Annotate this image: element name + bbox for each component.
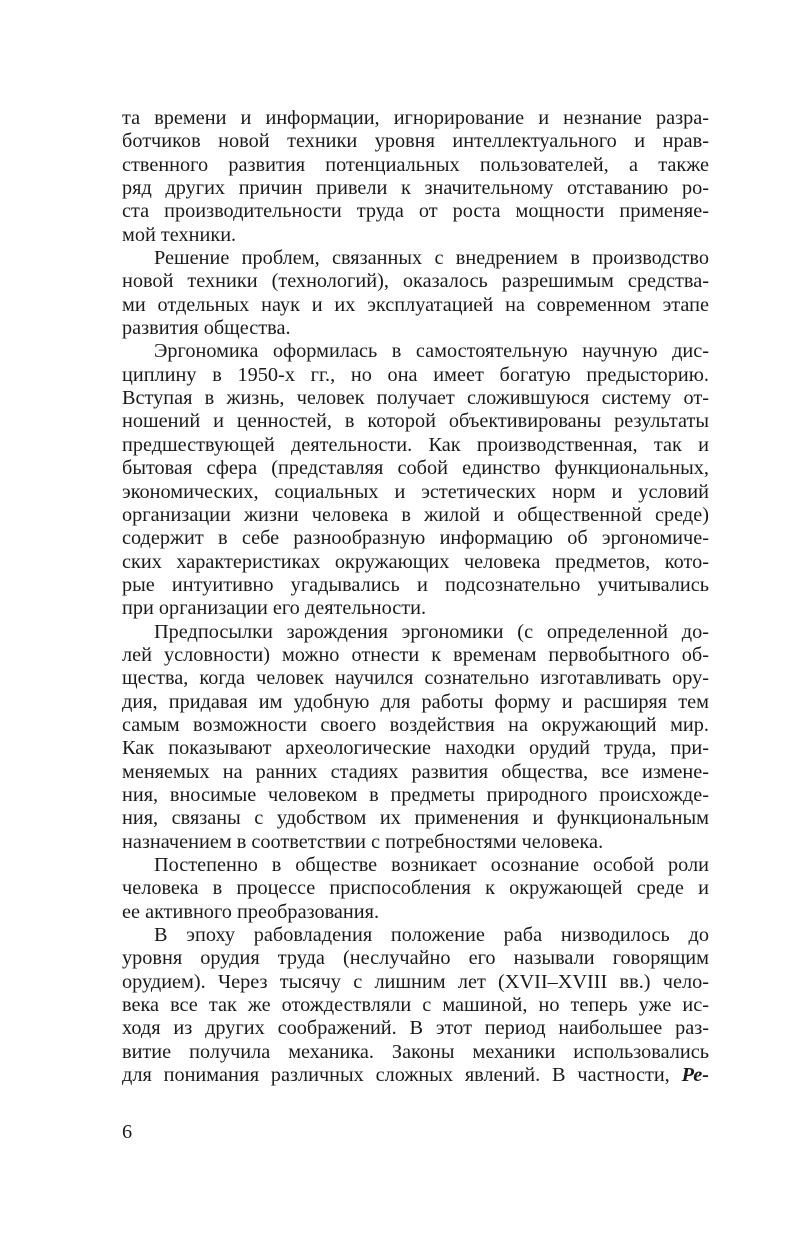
text-line: ботчиков новой техники уровня интеллектуального и нрав- — [122, 130, 709, 153]
text-line: ния, связаны с удобством их применения и функциональным — [122, 807, 709, 830]
text-line: ния, вносимые человеком в предметы природного происхожде- — [122, 783, 709, 806]
text-line: ее активного преобразования. — [122, 900, 380, 923]
text-line: ходя из других соображений. В этот период наибольшее раз- — [122, 1017, 709, 1040]
emphasis-text: Ре- — [681, 1064, 709, 1087]
page-number: 6 — [122, 1121, 133, 1143]
text-line: Вступая в жизнь, человек получает сложившуюся систему от- — [122, 387, 709, 410]
text-line: дия, придавая им удобную для работы форму и расширяя тем — [122, 690, 709, 713]
text-line: уровня орудия труда (неслучайно его называли говорящим — [122, 947, 709, 970]
text-line: орудием). Через тысячу с лишним лет (XVII–XVIII вв.) чело- — [122, 970, 709, 993]
text-line: самым возможности своего воздействия на окружающий мир. — [122, 713, 709, 736]
text-line: ста производительности труда от роста мощности применяе- — [122, 200, 709, 223]
text-line: ношений и ценностей, в которой объективированы результаты — [122, 410, 709, 433]
text-line: витие получила механика. Законы механики использовались — [122, 1040, 709, 1063]
text-line: мой техники. — [122, 223, 237, 246]
text-line: ряд других причин привели к значительному отставанию ро- — [122, 177, 709, 200]
text-line: рые интуитивно угадывались и подсознательно учитывались — [122, 573, 709, 596]
text-line: бытовая сфера (представляя собой единство функциональных, — [122, 457, 709, 480]
text-line: века все так же отождествляли с машиной, но теперь уже ис- — [122, 994, 709, 1017]
text-line: циплину в 1950-х гг., но она имеет богатую предысторию. — [122, 363, 709, 386]
text-line: ских характеристиках окружающих человека предметов, кото- — [122, 550, 709, 573]
final-line-text: для понимания различных сложных явлений. В частности, — [122, 1064, 670, 1087]
text-line: Эргономика оформилась в самостоятельную научную дис- — [154, 340, 709, 363]
text-line: ственного развития потенциальных пользователей, а также — [122, 153, 709, 176]
text-line: лей условности) можно отнести к временам первобытного об- — [122, 643, 709, 666]
text-line: содержит в себе разнообразную информацию об эргономиче- — [122, 527, 709, 550]
text-line: В эпоху рабовладения положение раба низводилось до — [154, 924, 709, 947]
text-line: та времени и информации, игнорирование и незнание разра- — [122, 107, 709, 129]
text-line: новой техники (технологий), оказалось разрешимым средства- — [122, 270, 709, 293]
text-line: ми отдельных наук и их эксплуатацией на современном этапе — [122, 293, 709, 316]
text-line: назначением в соответствии с потребностями человека. — [122, 830, 604, 853]
text-line: организации жизни человека в жилой и общественной среде) — [122, 503, 709, 526]
text-line: развития общества. — [122, 317, 291, 340]
text-line: предшествующей деятельности. Как производственная, так и — [122, 433, 709, 456]
text-line: человека в процессе приспособления к окружающей среде и — [122, 877, 709, 900]
text-line: меняемых на ранних стадиях развития общества, все измене- — [122, 760, 709, 783]
text-line: Решение проблем, связанных с внедрением в производство — [154, 247, 709, 270]
text-line: экономических, социальных и эстетических норм и условий — [122, 480, 709, 503]
text-line-final — [122, 1064, 709, 1087]
body-text — [122, 107, 709, 1087]
text-line: Постепенно в обществе возникает осознание особой роли — [154, 854, 709, 876]
text-line: при организации его деятельности. — [122, 597, 427, 620]
text-line: щества, когда человек научился сознательно изготавливать ору- — [122, 667, 709, 690]
text-line: Предпосылки зарождения эргономики (с определенной до- — [154, 620, 709, 643]
text-line: Как показывают археологические находки орудий труда, при- — [122, 737, 709, 760]
